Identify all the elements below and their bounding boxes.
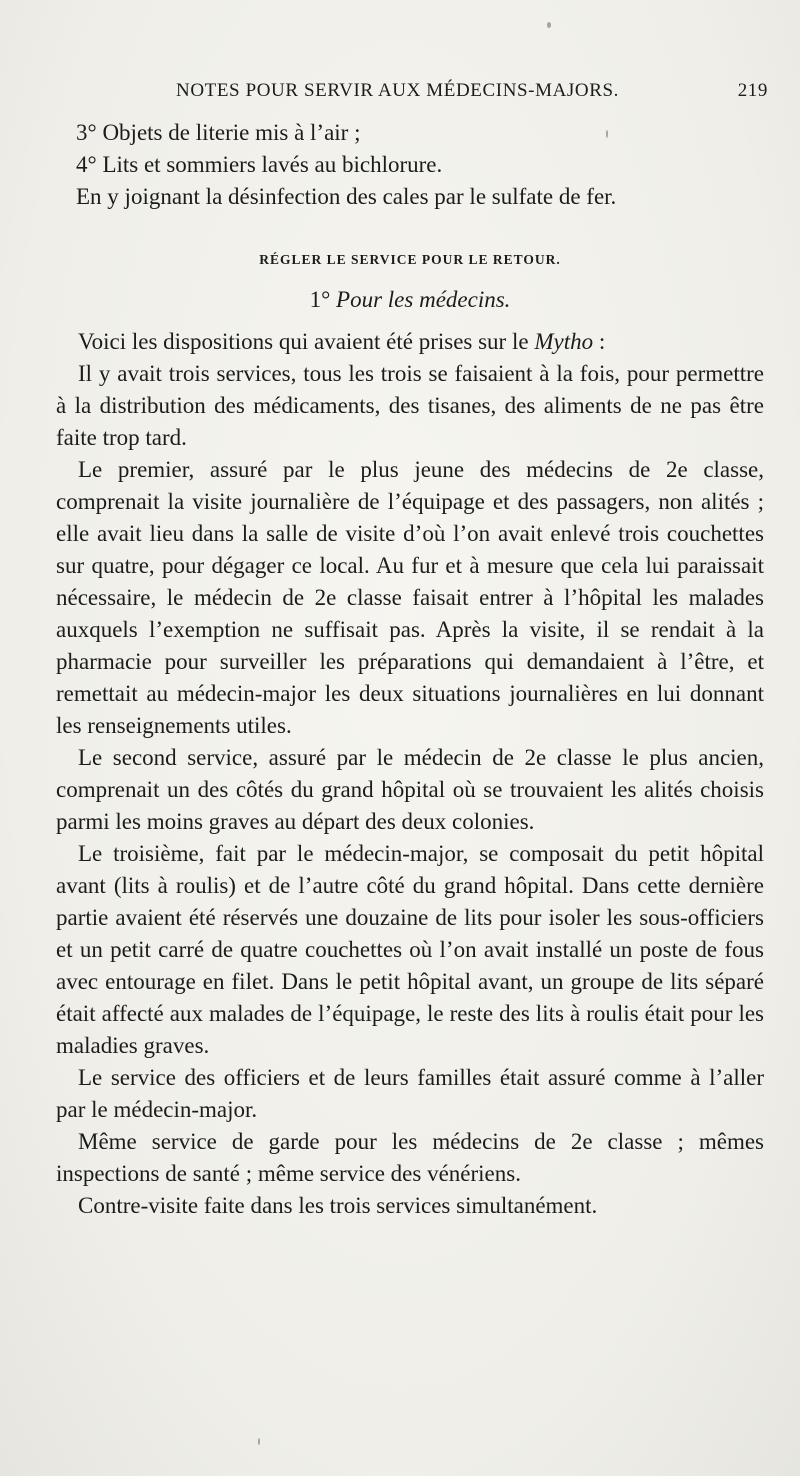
page-number: 219 — [737, 80, 768, 101]
subsection-title: Pour les médecins. — [336, 287, 511, 312]
ship-name: Mytho — [534, 329, 594, 354]
section-heading: RÉGLER LE SERVICE POUR LE RETOUR. — [259, 252, 561, 267]
list-item-3: 3° Objets de literie mis à l’air ; — [76, 120, 361, 145]
paragraph-contre-visite: Contre-visite faite dans les trois services simultanément. — [78, 1193, 598, 1218]
paragraph-troisieme: Le troisième, fait par le médecin-major, se composait du petit hôpital avant (lits à roulis) et de l’autre côté du grand hôpital. Dans cette dernière partie avaient été réservés une douzaine de lits pour isoler les sous-officiers et un petit carré de quatre couchettes où l’on avait installé un poste de fous avec entourage en filet. Dans le petit hôpital avant, un groupe de lits séparé était affecté aux malades de l’équipage, le reste des lits à roulis était pour les maladies graves. — [56, 841, 764, 1058]
paragraph-premier: Le premier, assuré par le plus jeune des médecins de 2e classe, comprenait la visite journalière de l’équipage et des passagers, non alités ; elle avait lieu dans la salle de visite d’où l’on avait enlevé trois couchettes sur quatre, pour dégager ce local. Au fur et à mesure que cela lui paraissait nécessaire, le médecin de 2e classe faisait entrer à l’hôpital les malades auxquels l’exemption ne suffisait pas. Après la visite, il se rendait à la pharmacie pour surveiller les préparations qui demandaient à l’être, et remettait au médecin-major les deux situations journalières en lui donnant les renseignements utiles. — [56, 457, 764, 738]
paragraph-services: Il y avait trois services, tous les trois se faisaient à la fois, pour permettre à la distribution des médicaments, des tisanes, des aliments de ne pas être faite trop tard. — [56, 361, 764, 450]
intro-paragraph: En y joignant la désinfection des cales par le sulfate de fer. — [76, 184, 617, 209]
dispositions-text: Voici les dispositions qui avaient été prises sur le — [78, 329, 535, 354]
subsection-heading — [56, 284, 764, 316]
page-body — [56, 117, 764, 1222]
paragraph-garde: Même service de garde pour les médecins de 2e classe ; mêmes inspections de santé ; même service des vénériens. — [56, 1129, 764, 1186]
running-title: NOTES POUR SERVIR AUX MÉDECINS-MAJORS. — [176, 80, 620, 101]
paper-speck — [547, 22, 551, 28]
paper-speck — [606, 130, 608, 138]
paper-speck — [258, 1438, 260, 1445]
dispositions-colon: : — [593, 329, 606, 354]
paragraph-second: Le second service, assuré par le médecin de 2e classe le plus ancien, comprenait un des côtés du grand hôpital où se trouvaient les alités choisis parmi les moins graves au départ des deux colonies. — [56, 745, 764, 834]
list-item-4: 4° Lits et sommiers lavés au bichlorure. — [76, 152, 443, 177]
paragraph-officiers: Le service des officiers et de leurs familles était assuré comme à l’aller par le médecin-major. — [56, 1065, 764, 1122]
subsection-number: 1° — [309, 287, 331, 312]
paragraph-dispositions — [56, 326, 764, 358]
